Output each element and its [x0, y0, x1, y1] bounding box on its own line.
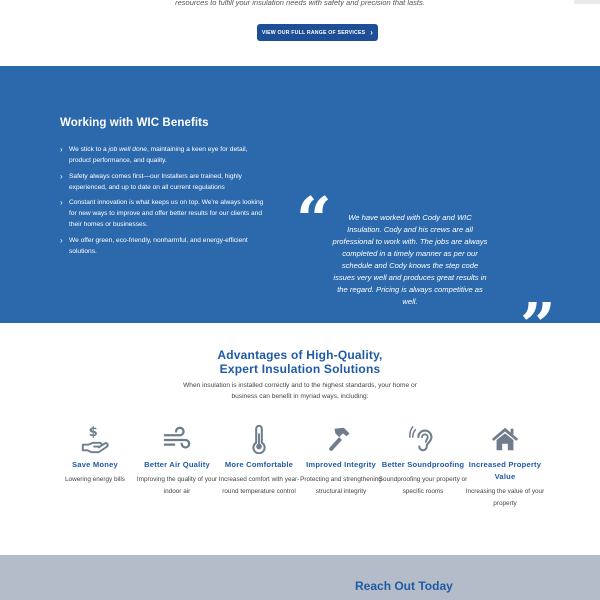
ear-icon	[378, 423, 468, 455]
benefit-item	[60, 144, 270, 166]
benefits-section	[0, 66, 600, 323]
advantage-save-money	[50, 423, 140, 486]
benefit-text-post: , maintaining a keen eye for detail, product performance, and quality.	[69, 146, 248, 164]
advantages-heading-line1: Advantages of High-Quality,	[217, 348, 383, 362]
advantage-title: Improved Integrity	[306, 460, 376, 469]
advantage-air-quality	[132, 423, 222, 497]
advantage-property-value	[460, 423, 550, 509]
reach-out-heading: Reach Out Today	[355, 579, 453, 593]
view-services-button[interactable]	[257, 24, 378, 41]
house-icon	[460, 423, 550, 455]
advantage-desc: Increasing the value of your property	[465, 488, 545, 507]
wind-icon	[132, 423, 222, 455]
advantage-desc: Soundproofing your property or specific rooms	[378, 476, 468, 495]
advantage-desc: Increased comfort with year-round temperature control	[218, 476, 300, 495]
open-quote-icon: “	[296, 183, 332, 256]
advantage-title: Increased Property Value	[468, 460, 542, 481]
benefits-heading: Working with WIC Benefits	[60, 117, 209, 129]
advantage-title: Better Soundproofing	[381, 460, 465, 469]
advantage-title: Better Air Quality	[144, 460, 210, 469]
advantage-soundproofing	[378, 423, 468, 497]
advantage-desc: Improving the quality of your indoor air	[136, 476, 218, 495]
advantage-title: More Comfortable	[224, 460, 294, 469]
hammer-icon	[296, 423, 386, 455]
benefit-text-emphasis: job well done	[108, 146, 147, 153]
benefit-text-pre: We stick to a	[69, 146, 109, 153]
benefit-item: › Constant innovation is what keeps us on top. We're always looking for new ways to improve and offer better results for our clients and their homes or businesses.	[60, 197, 270, 230]
advantage-integrity	[296, 423, 386, 497]
advantage-desc: Protecting and strengthening structural integrity	[300, 476, 382, 495]
advantages-section	[0, 323, 600, 555]
services-intro-text: resources to fulfill your insulation needs with safety and precision that lasts.	[175, 0, 425, 7]
advantage-title: Save Money	[72, 460, 118, 469]
reach-out-section	[0, 555, 600, 600]
benefit-item: › Safety always comes first—our Installers are trained, highly experienced, and up to date on all current regulations	[60, 171, 270, 193]
benefit-item: › We offer green, eco-friendly, nonharmful, and energy-efficient solutions.	[60, 235, 270, 257]
view-services-label: VIEW OUR FULL RANGE OF SERVICES	[261, 29, 366, 36]
advantages-heading-line2: Expert Insulation Solutions	[219, 362, 381, 376]
money-hand-icon	[50, 423, 140, 455]
advantages-heading	[0, 348, 600, 376]
thermometer-icon	[214, 423, 304, 455]
svg-text:$: $	[88, 425, 98, 441]
testimonial-quote: We have worked with Cody and WIC Insulation. Cody and his crews are all professional to work with. The jobs are always completed in a timely manner as per our schedule and Cody knows the step code issues very well and produces great results in the regard. Pricing is always competitive as well.	[332, 213, 488, 306]
advantages-lead: When insulation is installed correctly and to the highest standards, your home or business can benefit in myriad ways, including:	[183, 382, 417, 400]
chevron-right-icon: ›	[370, 27, 374, 37]
advantage-comfort	[214, 423, 304, 497]
advantage-desc: Lowering energy bills	[64, 476, 126, 483]
benefits-list	[60, 144, 270, 261]
corner-tab	[574, 0, 600, 4]
services-intro-section	[0, 0, 600, 66]
